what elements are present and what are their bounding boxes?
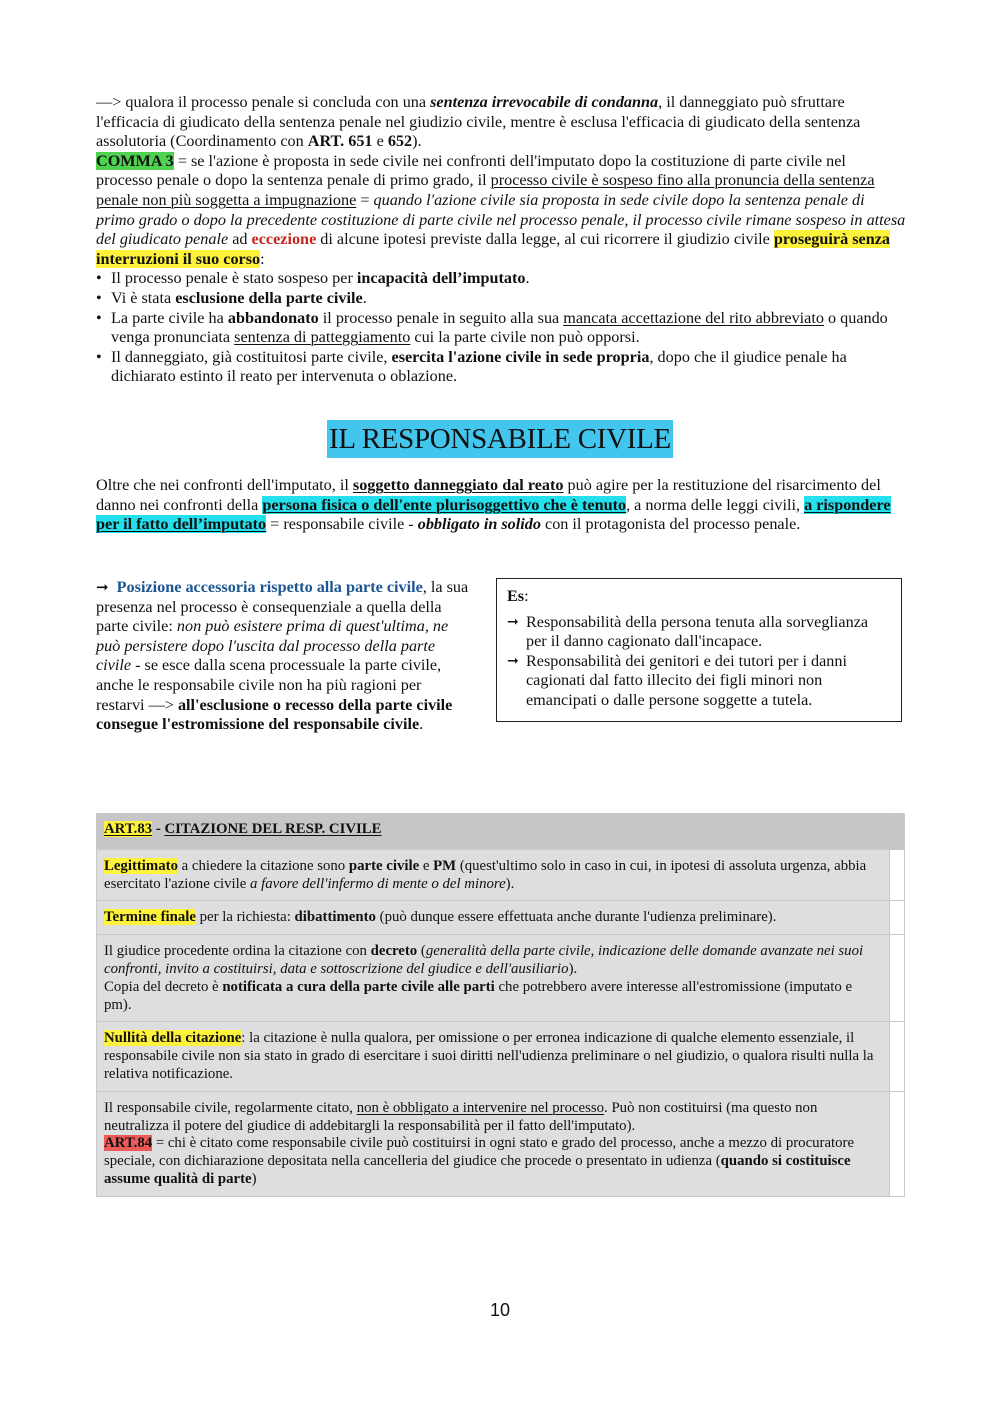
comma3-paragraph (96, 152, 906, 270)
table-side-cell (890, 1091, 905, 1196)
example-item: ➞ Responsabilità dei genitori e dei tutori per i danni cagionati dal fatto illecito dei figli minori non emancipati o dalle persone soggette a tutela. (507, 651, 847, 709)
example-item: ➞ Responsabilità della persona tenuta alla sorveglianza per il danno cagionato dall'incapace. (507, 612, 869, 651)
list-item: • La parte civile ha abbandonato il processo penale in seguito alla sua mancata accettazione del rito abbreviato o quando venga pronunciata sentenza di patteggiamento cui la parte civile non può opporsi. (96, 309, 906, 348)
table-header-row (97, 814, 905, 850)
text: e (372, 132, 388, 151)
text-highlight-cyan: a rispondere per il fatto dell’imputato (96, 495, 891, 534)
table-side-cell (890, 849, 905, 901)
table-side-cell (890, 1022, 905, 1091)
table-title: CITAZIONE DEL RESP. CIVILE (164, 821, 382, 837)
page-number: 10 (489, 1300, 511, 1320)
text: = (356, 190, 374, 209)
text-bold-italic: obbligato in solido (417, 515, 541, 534)
list-item: • Vi è stata esclusione della parte civile. (96, 289, 906, 309)
table-row (97, 901, 905, 935)
right-arrow-icon: ➞ (96, 578, 109, 596)
table-header-cell: ART.83 - CITAZIONE DEL RESP. CIVILE (97, 814, 890, 850)
text: ). (412, 132, 422, 151)
table-side-cell (890, 901, 905, 935)
text: ad (228, 230, 252, 249)
table-row (97, 935, 905, 1022)
responsabile-civile-paragraph: Oltre che nei confronti dell'imputato, il soggetto danneggiato dal reato può agire per la restituzione del risarcimento del danno nei confronti della persona fisica o dell'ente plurisoggettivo che è tenuto, a norma delle leggi civili, a rispondere per il fatto dell’imputato = responsabile civile - obbligato in solido con il protagonista del processo penale. (96, 476, 891, 534)
text-bold-underlined: soggetto danneggiato dal reato (352, 476, 564, 494)
list-item: • Il processo penale è stato sospeso per incapacità dell’imputato. (96, 269, 906, 289)
text-highlight: proseguirà senza interruzioni il suo corso (96, 230, 890, 268)
right-arrow-icon: ➞ (507, 613, 519, 630)
table-cell: Il giudice procedente ordina la citazione con decreto (generalità della parte civile, indicazione delle domande avanzate nei suoi confronti, invito a costituirsi, data e sottoscrizione del giudice e dell'ausiliario). Copia del decreto è notificata a cura della parte civile alle parti che potrebbero avere interesse all'estromissione (imputato e pm). (97, 935, 890, 1022)
comma-label: COMMA 3 (96, 151, 174, 170)
text-underlined: processo civile è sospeso fino alla pronuncia della sentenza penale non più soggetta a impugnazione (96, 171, 875, 209)
accessory-position-paragraph: ➞ Posizione accessoria rispetto alla parte civile, la sua presenza nel processo è consequenziale a quella della parte civile: non può esistere prima di quest'ultima, ne può persistere dopo l'uscita dal processo della parte civile - se esce dalla scena processuale la parte civile, anche le responsabile civile non ha più ragioni per restarvi —> all'esclusione o recesso della parte civile consegue l'estromissione del responsabile civile. (96, 578, 469, 734)
examples-box (496, 578, 902, 722)
table-cell: Nullità della citazione: la citazione è nulla qualora, per omissione o per erronea indicazione di qualche elemento essenziale, il responsabile civile non sia stato in grado di esercitare i suoi diritti nell'udienza preliminare o nel giudizio, o qualora risulti nulla la relativa notificazione. (97, 1022, 890, 1091)
text: , il danneggiato può sfruttare l'efficacia di giudicato della sentenza penale nel giudizio civile, mentre è esclusa l'efficacia di giudicato della sentenza assolutoria (Coordinamento con (96, 93, 861, 151)
text-italic: non può esistere prima di quest'ultima, ne può persistere dopo l'uscita dal processo della parte civile (96, 617, 449, 675)
table-cell: Il responsabile civile, regolarmente citato, non è obbligato a intervenire nel processo. Può non costituirsi (ma questo non neutralizza il potere del giudice di addebitargli la responsabilità per il fatto dell'imputato). ART.84 = chi è citato come responsabile civile può costituirsi in ogni stato e grado del processo, anche a mezzo di procuratore speciale, con dichiarazione depositata nella cancelleria del giudice che procede o presentato in udienza (quando si costituisce assume qualità di parte) (97, 1091, 890, 1196)
text-bold-italic: sentenza irrevocabile di condanna (430, 93, 659, 111)
text-italic: quando l'azione civile sia proposta in sede civile dopo la sentenza penale di primo grado o dopo la precedente costituzione di parte civile nel processo penale, il processo civile rimane sospeso in attesa del giudicato penale (96, 190, 906, 249)
article-ref: 652 (387, 132, 413, 151)
text: : (260, 249, 265, 268)
table-side-cell (890, 814, 905, 850)
table-cell: Termine finale per la richiesta: dibattimento (può dunque essere effettuata anche durante l'udienza preliminare). (97, 901, 890, 935)
intro-section (96, 93, 906, 387)
list-item: • Il danneggiato, già costituitosi parte civile, esercita l'azione civile in sede propria, dopo che il giudice penale ha dichiarato estinto il reato per intervenuta o oblazione. (96, 348, 906, 387)
intro-paragraph (96, 93, 906, 152)
section-title-wrapper (0, 420, 1000, 458)
art83-table (96, 813, 905, 1197)
exceptions-list (96, 269, 906, 387)
text-highlight-cyan: persona fisica o dell'ente plurisoggettivo che è tenuto (262, 495, 627, 514)
text: di alcune ipotesi previste dalla legge, al cui ricorrere il giudizio civile (316, 230, 774, 249)
article-label: ART.84 (104, 1135, 153, 1152)
table-side-cell (890, 935, 905, 1022)
table-row (97, 1022, 905, 1091)
text-blue-heading: Posizione accessoria rispetto alla parte civile (116, 578, 423, 596)
text: = se l'azione è proposta in sede civile nei confronti dell'imputato dopo la costituzione di parte civile nel processo penale o dopo la sentenza penale di primo grado, il (96, 151, 846, 190)
section-title: IL RESPONSABILE CIVILE (327, 420, 673, 458)
text-red: eccezione (251, 230, 317, 249)
table-cell: Legittimato a chiedere la citazione sono parte civile e PM (quest'ultimo solo in caso in cui, in ipotesi di assoluta urgenza, abbia esercitato l'azione civile a favore dell'infermo di mente o del minore). (97, 849, 890, 901)
right-arrow-icon: ➞ (507, 652, 519, 669)
examples-label: Es: (507, 587, 529, 605)
table-row (97, 1091, 905, 1196)
text-bold: all'esclusione o recesso della parte civile consegue l'estromissione del responsabile civile (96, 695, 453, 734)
article-label: ART.83 (104, 821, 153, 837)
table-row (97, 849, 905, 901)
text: —> qualora il processo penale si concluda con una (96, 93, 431, 111)
article-ref: ART. 651 (307, 132, 373, 151)
